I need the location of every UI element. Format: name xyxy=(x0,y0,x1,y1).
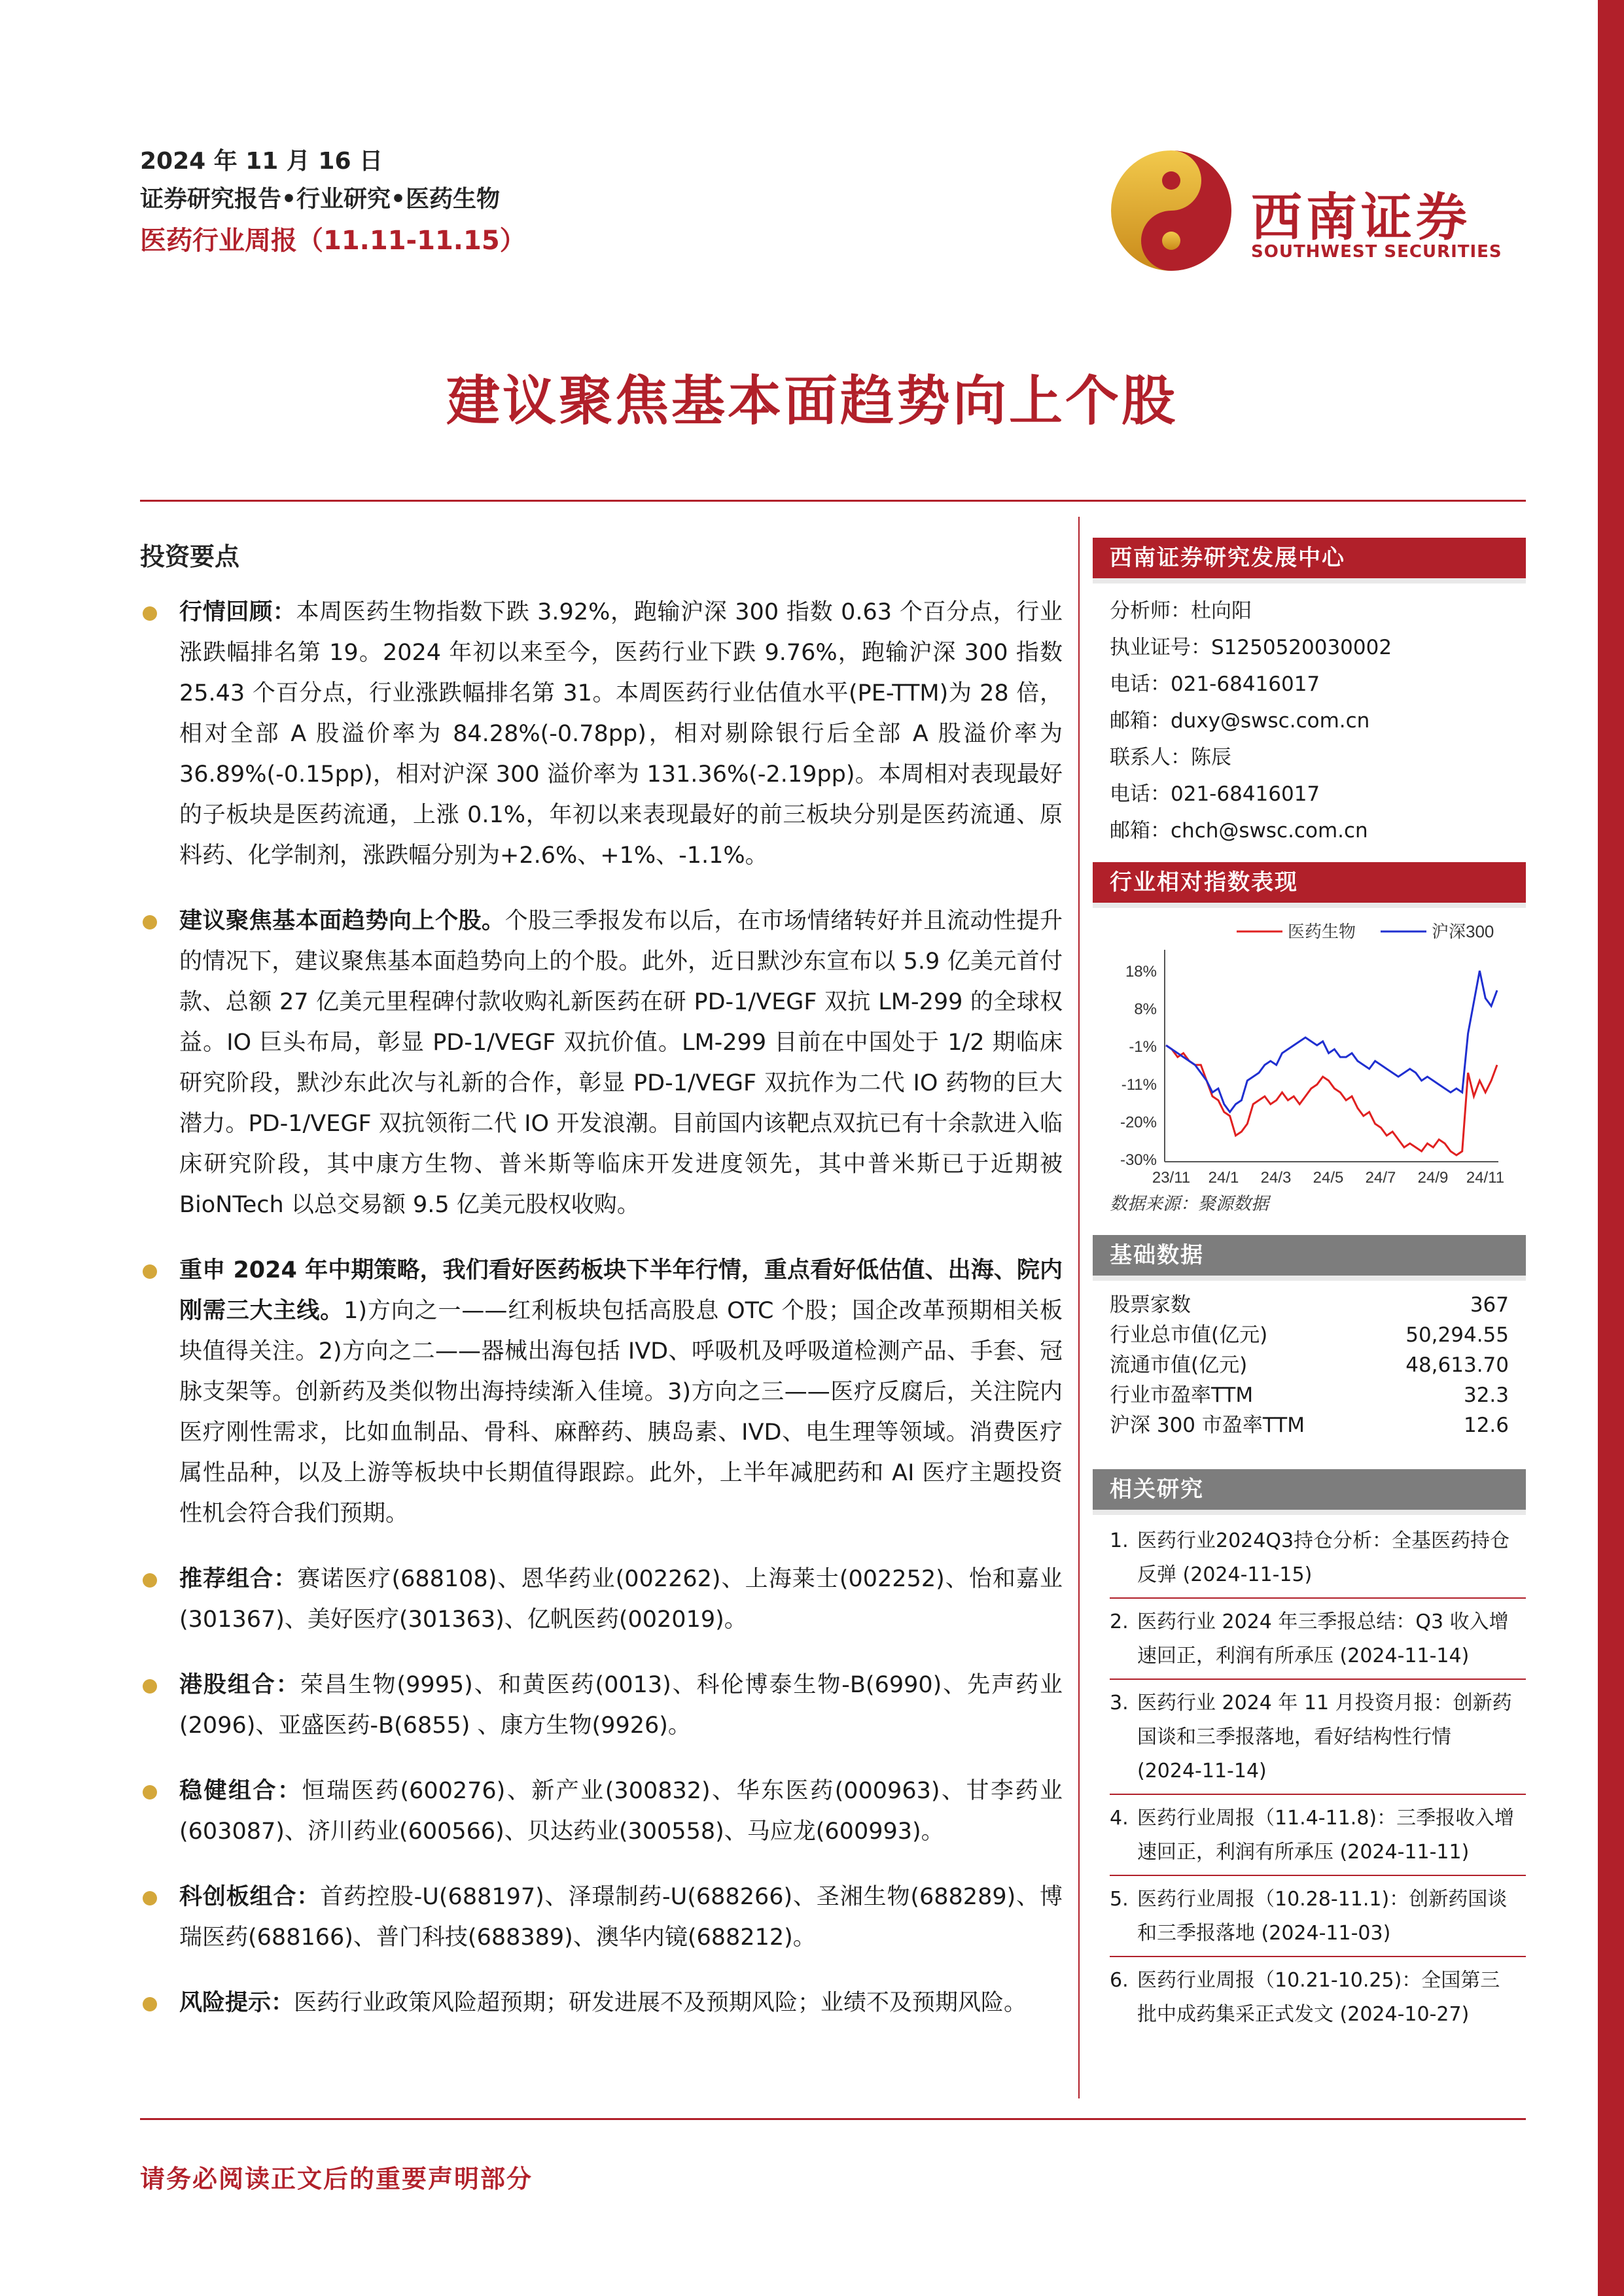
analyst-phone: 电话：021-68416017 xyxy=(1110,672,1320,696)
bullet-risk-warning xyxy=(140,1983,1063,2023)
basic-data-row xyxy=(1093,1350,1526,1380)
x-tick-label: 24/1 xyxy=(1208,1169,1239,1187)
item-number: 5. xyxy=(1110,1888,1129,1911)
bullet-recommended-portfolio xyxy=(140,1559,1063,1640)
column-divider xyxy=(1078,517,1080,2098)
row-label: 股票家数 xyxy=(1110,1293,1191,1317)
bullet-lead: 行情回顾： xyxy=(179,599,296,625)
row-value: 32.3 xyxy=(1463,1383,1509,1407)
investment-heading: 投资要点 xyxy=(140,542,240,571)
row-value: 48,613.70 xyxy=(1405,1353,1509,1377)
basic-data-heading: 基础数据 xyxy=(1093,1235,1526,1276)
x-tick-label: 23/11 xyxy=(1152,1169,1191,1187)
logo-name-en: SOUTHWEST SECURITIES xyxy=(1251,242,1502,262)
x-tick-label: 24/9 xyxy=(1417,1169,1449,1187)
bullet-dot-icon xyxy=(143,1997,157,2011)
analyst-license: 执业证号：S1250520030002 xyxy=(1110,636,1392,659)
bullet-star-market-portfolio xyxy=(140,1877,1063,1958)
footer-disclaimer: 请务必阅读正文后的重要声明部分 xyxy=(140,2165,533,2193)
item-separator xyxy=(1110,1875,1526,1876)
related-research-item[interactable] xyxy=(1093,1964,1526,2032)
related-research-item[interactable] xyxy=(1093,1605,1526,1673)
y-tick-label: -1% xyxy=(1129,1038,1157,1056)
item-text: 医药行业 2024 年三季报总结：Q3 收入增速回正，利润有所承压 (2024-11-14) xyxy=(1137,1610,1509,1667)
analyst-name: 分析师：杜向阳 xyxy=(1110,599,1252,623)
bullet-dot-icon xyxy=(143,1679,157,1694)
item-number: 3. xyxy=(1110,1692,1129,1714)
item-separator xyxy=(1110,1956,1526,1957)
logo-mark-icon xyxy=(1106,145,1237,276)
heading-underbar xyxy=(1093,1276,1526,1281)
bullet-text: 1)方向之一——红利板块包括高股息 OTC 个股；国企改革预期相关板块值得关注。2)方向之二——器械出海包括 IVD、呼吸机及呼吸道检测产品、手套、冠脉支架等。创新药及类似物出海持续渐入佳境。3)方向之三——医疗反腐后，关注院内医疗刚性需求，比如血制品、骨科、麻醉药、胰岛素、IVD、电生理等领域。消费医疗属性品种，以及上游等板块中长期值得跟踪。此外，上半年减肥药和 AI 医疗主题投资性机会符合我们预期。 xyxy=(179,1298,1063,1527)
x-tick-label: 24/11 xyxy=(1466,1169,1505,1187)
index-chart-heading: 行业相对指数表现 xyxy=(1093,862,1526,903)
company-logo xyxy=(1106,145,1525,276)
series-line-csi300 xyxy=(1166,971,1497,1112)
spacer xyxy=(1093,1440,1526,1469)
x-tick-label: 24/7 xyxy=(1365,1169,1396,1187)
bullet-text: 荣昌生物(9995)、和黄医药(0013)、科伦博泰生物-B(6990)、先声药业(2096)、亚盛医药-B(6855) 、康方生物(9926)。 xyxy=(179,1672,1063,1739)
related-research-item[interactable] xyxy=(1093,1686,1526,1788)
bullet-hk-portfolio xyxy=(140,1665,1063,1746)
bullet-dot-icon xyxy=(143,915,157,930)
item-text: 医药行业2024Q3持仓分析：全基医药持仓反弹 (2024-11-15) xyxy=(1137,1529,1510,1586)
bullet-market-review xyxy=(140,592,1063,876)
item-separator xyxy=(1110,1794,1526,1795)
basic-data-row xyxy=(1093,1320,1526,1350)
bullet-lead: 稳健组合： xyxy=(179,1778,302,1804)
contact-phone: 电话：021-68416017 xyxy=(1110,782,1320,806)
row-value: 12.6 xyxy=(1463,1414,1509,1437)
page-title: 建议聚焦基本面趋势向上个股 xyxy=(446,370,1178,432)
heading-underbar xyxy=(1093,578,1526,583)
item-number: 2. xyxy=(1110,1610,1129,1633)
basic-data-row xyxy=(1093,1410,1526,1440)
heading-underbar xyxy=(1093,903,1526,908)
basic-data-row xyxy=(1093,1290,1526,1320)
y-tick-label: -11% xyxy=(1121,1075,1157,1094)
contact-name: 联系人：陈辰 xyxy=(1110,746,1231,769)
bullet-lead: 科创板组合： xyxy=(179,1884,321,1910)
related-research-item[interactable] xyxy=(1093,1524,1526,1592)
row-label: 行业市盈率TTM xyxy=(1110,1383,1254,1407)
x-tick-label: 24/5 xyxy=(1313,1169,1344,1187)
bullet-stable-portfolio xyxy=(140,1771,1063,1852)
item-number: 1. xyxy=(1110,1529,1129,1552)
bullet-midyear-strategy xyxy=(140,1250,1063,1534)
item-number: 6. xyxy=(1110,1969,1129,1992)
report-date: 2024 年 11 月 16 日 xyxy=(140,148,383,175)
index-chart-svg xyxy=(1093,908,1526,1189)
row-label: 行业总市值(亿元) xyxy=(1110,1323,1268,1347)
bullet-text: 恒瑞医药(600276)、新产业(300832)、华东医药(000963)、甘李药业(603087)、济川药业(600566)、贝达药业(300558)、马应龙(600993)。 xyxy=(179,1778,1063,1845)
bullet-dot-icon xyxy=(143,1891,157,1905)
bullet-dot-icon xyxy=(143,606,157,621)
row-label: 沪深 300 市盈率TTM xyxy=(1110,1414,1305,1437)
analyst-email[interactable]: 邮箱：duxy@swsc.com.cn xyxy=(1110,709,1370,733)
legend-label-csi300: 沪深300 xyxy=(1432,922,1494,941)
sidebar xyxy=(1093,538,1526,2032)
related-research-heading: 相关研究 xyxy=(1093,1469,1526,1510)
basic-data-row xyxy=(1093,1380,1526,1410)
y-tick-label: -30% xyxy=(1120,1151,1157,1169)
y-tick-label: 18% xyxy=(1125,963,1157,981)
bullet-lead: 港股组合： xyxy=(179,1672,300,1698)
item-separator xyxy=(1110,1597,1526,1599)
heading-underbar xyxy=(1093,1510,1526,1515)
bullet-dot-icon xyxy=(143,1264,157,1279)
bullet-text: 赛诺医疗(688108)、恩华药业(002262)、上海莱士(002252)、怡和嘉业(301367)、美好医疗(301363)、亿帆医药(002019)。 xyxy=(179,1566,1063,1633)
page-edge-bar xyxy=(1598,0,1624,2296)
index-chart xyxy=(1093,908,1526,1189)
row-label: 流通市值(亿元) xyxy=(1110,1353,1248,1377)
item-number: 4. xyxy=(1110,1807,1129,1830)
row-value: 367 xyxy=(1470,1293,1509,1317)
report-series-title: 医药行业周报（11.11-11.15） xyxy=(140,226,526,256)
bullet-lead: 建议聚焦基本面趋势向上个股。 xyxy=(179,908,505,934)
bullet-lead: 风险提示： xyxy=(179,1990,294,2016)
row-value: 50,294.55 xyxy=(1405,1323,1509,1347)
title-divider xyxy=(140,500,1526,502)
bullet-dot-icon xyxy=(143,1785,157,1800)
bullet-dot-icon xyxy=(143,1573,157,1588)
series-line-pharma xyxy=(1166,1045,1497,1155)
bullet-text: 首药控股-U(688197)、泽璟制药-U(688266)、圣湘生物(688289)、博瑞医药(688166)、普门科技(688389)、澳华内镜(688212)。 xyxy=(179,1884,1063,1951)
bullet-lead: 推荐组合： xyxy=(179,1566,298,1592)
contact-email[interactable]: 邮箱：chch@swsc.com.cn xyxy=(1110,819,1368,843)
bullet-focus-stocks xyxy=(140,901,1063,1225)
bullet-lead: 重申 2024 年中期策略，我们看好医药板块下半年行情，重点看好低估值、出海、院内刚需三大主线。 xyxy=(179,1257,1063,1324)
chart-source: 数据来源：聚源数据 xyxy=(1110,1194,1269,1214)
investment-summary xyxy=(140,536,1063,2048)
item-text: 医药行业周报（11.4-11.8)：三季报收入增速回正，利润有所承压 (2024-11-11) xyxy=(1137,1807,1515,1864)
bullet-text: 本周医药生物指数下跌 3.92%，跑输沪深 300 指数 0.63 个百分点，行业涨跌幅排名第 19。2024 年初以来至今，医药行业下跌 9.76%，跑输沪深 300 指数 25.43 个百分点，行业涨跌幅排名第 31。本周医药行业估值水平(PE-TTM)为 28 倍，相对全部 A 股溢价率为 84.28%(-0.78pp)，相对剔除银行后全部 A 股溢价率为 36.89%(-0.15pp)，相对沪深 300 溢价率为 131.36%(-2.19pp)。本周相对表现最好的子板块是医药流通，上涨 0.1%，年初以来表现最好的前三板块分别是医药流通、原料药、化学制剂，涨跌幅分别为+2.6%、+1%、-1.1%。 xyxy=(179,599,1063,869)
item-text: 医药行业周报（10.28-11.1)：创新药国谈和三季报落地 (2024-11-03) xyxy=(1137,1888,1508,1945)
legend-label-pharma: 医药生物 xyxy=(1288,922,1356,941)
y-tick-label: -20% xyxy=(1120,1113,1157,1132)
y-tick-label: 8% xyxy=(1134,1000,1157,1018)
related-research-item[interactable] xyxy=(1093,1883,1526,1951)
item-separator xyxy=(1110,1679,1526,1680)
logo-name-cn: 西南证券 xyxy=(1251,188,1472,247)
related-research-item[interactable] xyxy=(1093,1801,1526,1870)
item-text: 医药行业周报（10.21-10.25)：全国第三批中成药集采正式发文 (2024-10-27) xyxy=(1137,1969,1500,2026)
footer-divider xyxy=(140,2118,1526,2120)
bullet-text: 个股三季报发布以后，在市场情绪转好并且流动性提升的情况下，建议聚焦基本面趋势向上的个股。此外，近日默沙东宣布以 5.9 亿美元首付款、总额 27 亿美元里程碑付款收购礼新医药在研 PD-1/VEGF 双抗 LM-299 的全球权益。IO 巨头布局，彰显 PD-1/VEGF 双抗价值。LM-299 目前在中国处于 1/2 期临床研究阶段，默沙东此次与礼新的合作，彰显 PD-1/VEGF 双抗作为二代 IO 药物的巨大潜力。PD-1/VEGF 双抗领衔二代 IO 开发浪潮。目前国内该靶点双抗已有十余款进入临床研究阶段，其中康方生物、普米斯等临床开发进度领先，其中普米斯已于近期被 BioNTech 以总交易额 9.5 亿美元股权收购。 xyxy=(179,908,1063,1218)
bullet-text: 医药行业政策风险超预期；研发进展不及预期风险；业绩不及预期风险。 xyxy=(294,1990,1027,2016)
item-text: 医药行业 2024 年 11 月投资月报：创新药国谈和三季报落地，看好结构性行情 (2024-11-14) xyxy=(1137,1692,1512,1783)
x-tick-label: 24/3 xyxy=(1260,1169,1292,1187)
report-category: 证券研究报告•行业研究•医药生物 xyxy=(140,186,501,213)
research-center-heading: 西南证券研究发展中心 xyxy=(1093,538,1526,578)
spacer xyxy=(1093,849,1526,862)
